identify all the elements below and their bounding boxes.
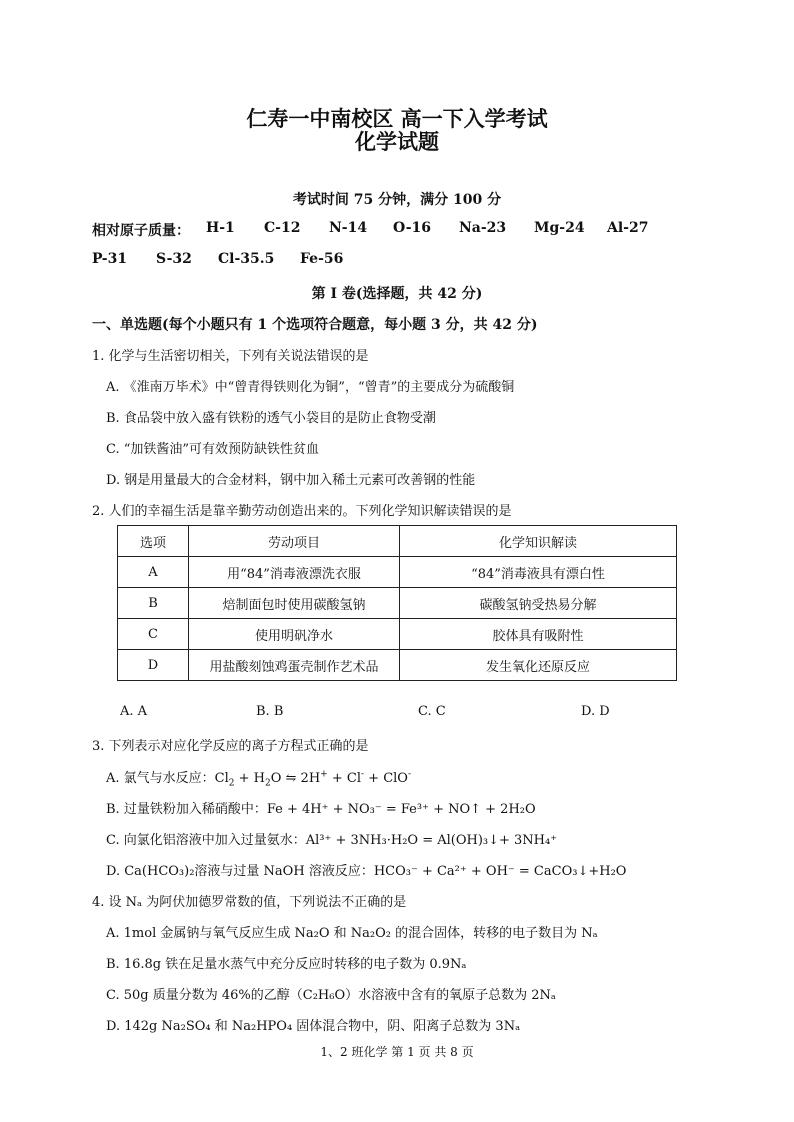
question-3-option-c: C. 向氯化铝溶液中加入过量氨水：Al³⁺ + 3NH₃·H₂O = Al(OH)₃↓+ 3NH₄⁺: [106, 833, 558, 848]
question-3-stem: 3. 下列表示对应化学反应的离子方程式正确的是: [92, 739, 369, 754]
part-title: 一、单选题(每个小题只有 1 个选项符合题意，每小题 3 分，共 42 分): [92, 317, 538, 333]
table-cell: 用盐酸刻蚀鸡蛋壳制作艺术品: [189, 650, 400, 681]
table-cell: “84”消毒液具有漂白性: [400, 557, 677, 588]
atomic-mass-item: Mg-24: [534, 220, 585, 236]
question-2-answer-a: A. A: [120, 704, 148, 719]
atomic-mass-item: S-32: [156, 251, 192, 267]
exam-title: 仁寿一中南校区 高一下入学考试: [246, 106, 548, 131]
table-cell: 胶体具有吸附性: [400, 619, 677, 650]
question-2-answer-d: D. D: [581, 704, 610, 719]
table-row: [118, 588, 677, 619]
question-4-option-c: C. 50g 质量分数为 46%的乙醇（C₂H₆O）水溶液中含有的氧原子总数为 2Nₐ: [106, 988, 556, 1003]
table-cell: 发生氧化还原反应: [400, 650, 677, 681]
table-row: [118, 619, 677, 650]
atomic-mass-item: O-16: [393, 220, 432, 236]
table-cell: 用“84”消毒液漂洗衣服: [189, 557, 400, 588]
atomic-mass-item: P-31: [92, 251, 128, 267]
atomic-mass-item: C-12: [264, 220, 301, 236]
table-header-row: [118, 526, 677, 557]
table-cell: 使用明矾净水: [189, 619, 400, 650]
page-footer: 1、2 班化学 第 1 页 共 8 页: [320, 1045, 474, 1059]
table-header: 化学知识解读: [400, 526, 677, 557]
question-3-option-b: B. 过量铁粉加入稀硝酸中：Fe + 4H⁺ + NO₃⁻ = Fe³⁺ + NO↑ + 2H₂O: [106, 802, 536, 817]
question-2-answer-c: C. C: [418, 704, 446, 719]
question-4-option-a: A. 1mol 金属钠与氧气反应生成 Na₂O 和 Na₂O₂ 的混合固体，转移的电子数目为 Nₐ: [106, 926, 598, 941]
atomic-mass-item: Fe-56: [300, 251, 344, 267]
question-4-option-d: D. 142g Na₂SO₄ 和 Na₂HPO₄ 固体混合物中，阴、阳离子总数为 3Nₐ: [106, 1019, 521, 1034]
table-header: 选项: [118, 526, 189, 557]
exam-info: 考试时间 75 分钟，满分 100 分: [292, 192, 502, 208]
question-3-option-a: A. 氯气与水反应：$Cl_2 + H_2O$ ⇋ 2H+ + Cl- + ClO-: [106, 769, 411, 789]
question-4-option-b: B. 16.8g 铁在足量水蒸气中充分反应时转移的电子数为 0.9Nₐ: [106, 957, 467, 972]
table-cell: D: [118, 650, 189, 681]
question-2-answer-b: B. B: [256, 704, 284, 719]
exam-subtitle: 化学试题: [355, 129, 439, 154]
table-cell: B: [118, 588, 189, 619]
atomic-mass-item: H-1: [206, 220, 235, 236]
atomic-mass-item: N-14: [329, 220, 368, 236]
table-cell: 碳酸氢钠受热易分解: [400, 588, 677, 619]
question-1-option-d: D. 钢是用量最大的合金材料，钢中加入稀土元素可改善钢的性能: [106, 473, 476, 488]
atomic-mass-label: 相对原子质量：: [92, 223, 190, 239]
question-1-stem: 1. 化学与生活密切相关，下列有关说法错误的是: [92, 349, 369, 364]
table-cell: 焙制面包时使用碳酸氢钠: [189, 588, 400, 619]
question-1-option-b: B. 食品袋中放入盛有铁粉的透气小袋目的是防止食物受潮: [106, 411, 436, 426]
table-header: 劳动项目: [189, 526, 400, 557]
question-2-table: [117, 525, 677, 681]
table-row: [118, 650, 677, 681]
question-4-stem: 4. 设 Nₐ 为阿伏加德罗常数的值，下列说法不正确的是: [92, 895, 407, 910]
table-row: [118, 557, 677, 588]
atomic-mass-item: Na-23: [459, 220, 507, 236]
question-2-stem: 2. 人们的幸福生活是靠辛勤劳动创造出来的。下列化学知识解读错误的是: [92, 504, 512, 519]
section-title: 第 I 卷(选择题，共 42 分): [311, 286, 483, 302]
question-1-option-c: C. “加铁酱油”可有效预防缺铁性贫血: [106, 442, 320, 457]
question-3-option-d: D. Ca(HCO₃)₂溶液与过量 NaOH 溶液反应：HCO₃⁻ + Ca²⁺ + OH⁻ = CaCO₃↓+H₂O: [106, 864, 627, 879]
atomic-mass-item: Cl-35.5: [218, 251, 275, 267]
table-cell: C: [118, 619, 189, 650]
table-cell: A: [118, 557, 189, 588]
atomic-mass-item: Al-27: [607, 220, 649, 236]
question-1-option-a: A. 《淮南万毕术》中“曾青得铁则化为铜”，“曾青”的主要成分为硫酸铜: [106, 380, 515, 395]
